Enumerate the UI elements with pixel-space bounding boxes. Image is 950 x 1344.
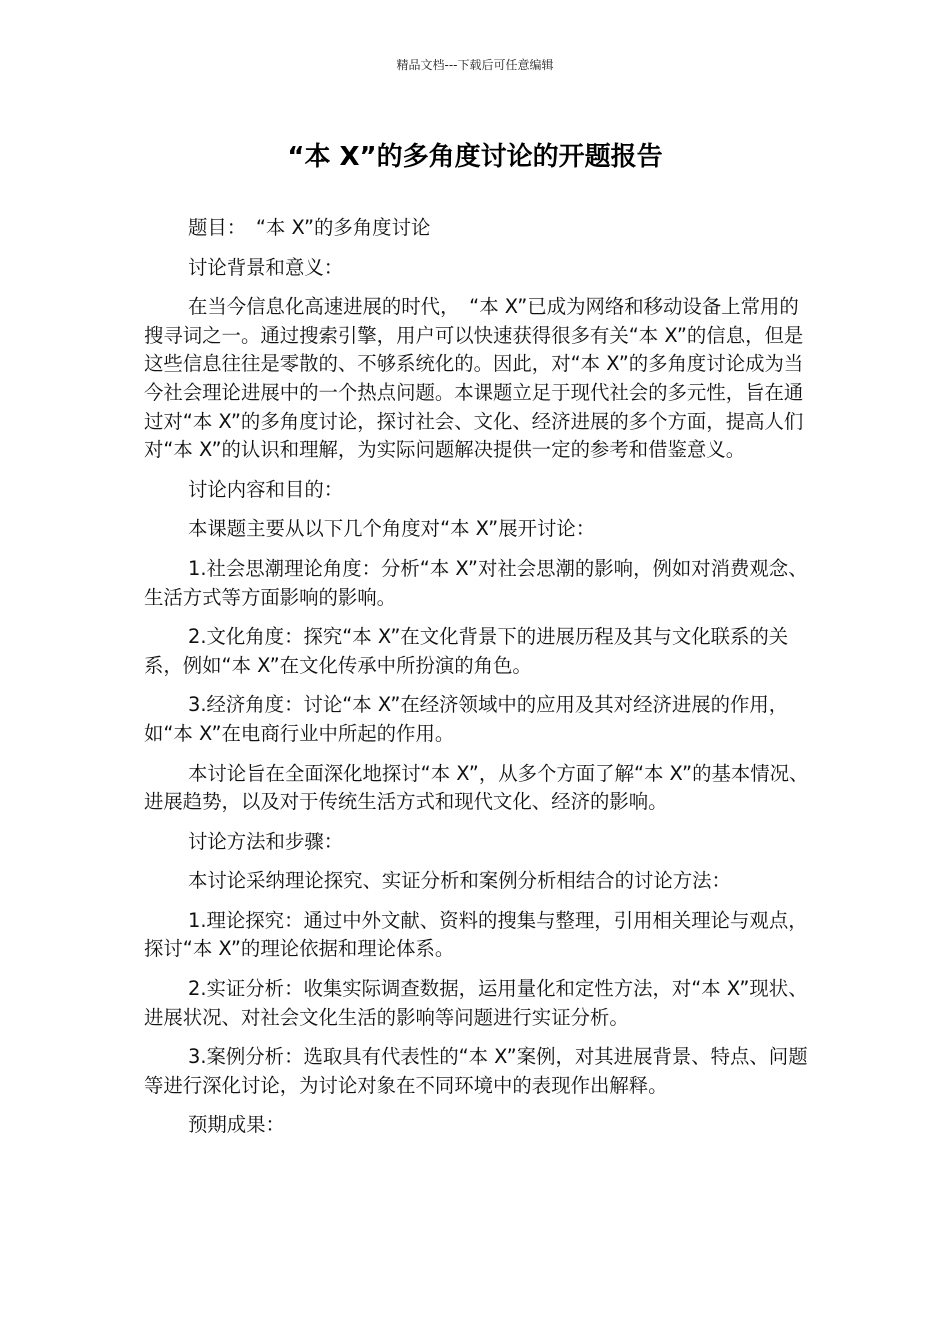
page-header: 精品文档---下载后可任意编辑 [396, 58, 554, 72]
paragraph-content-intro: 本课题主要从以下几个角度对“本 X”展开讨论： [188, 517, 596, 541]
section-heading-outcome: 预期成果： [188, 1113, 285, 1137]
list-item-case: 3.案例分析：选取具有代表性的“本 X”案例，对其进展背景、特点、问题等进行深化讨论，为讨论对象在不同环境中的表现作出解释。 [144, 1045, 808, 1097]
list-item-culture: 2.文化角度：探究“本 X”在文化背景下的进展历程及其与文化联系的关系，例如“本 X”在文化传承中所扮演的角色。 [144, 625, 789, 677]
section-heading-background: 讨论背景和意义： [188, 255, 344, 279]
document-title: “本 X”的多角度讨论的开题报告 [287, 142, 663, 172]
section-heading-method: 讨论方法和步骤： [188, 829, 344, 853]
paragraph-topic: 题目： “本 X”的多角度讨论 [188, 216, 431, 239]
paragraph-purpose: 本讨论旨在全面深化地探讨“本 X”，从多个方面了解“本 X”的基本情况、进展趋势，以及对于传统生活方式和现代文化、经济的影响。 [144, 761, 809, 814]
paragraph-background: 在当今信息化高速进展的时代， “本 X”已成为网络和移动设备上常用的搜寻词之一。通过搜索引擎，用户可以快速获得很多有关“本 X”的信息，但是这些信息往往是零散的、不够系统化的。因此，对“本 X”的多角度讨论成为当今社会理论进展中的一个热点问题。本课题立足于现代社会的多元性，旨在通过对“本 X”的多角度讨论，探讨社会、文化、经济进展的多个方面，提高人们对“本 X”的认识和理解，为实际问题解决提供一定的参考和借鉴意义。 [144, 295, 804, 462]
paragraph-method-intro: 本讨论采纳理论探究、实证分析和案例分析相结合的讨论方法： [188, 869, 731, 893]
document-body [144, 214, 810, 1151]
section-heading-content: 讨论内容和目的： [188, 477, 344, 501]
list-item-social: 1.社会思潮理论角度：分析“本 X”对社会思潮的影响，例如对消费观念、生活方式等方面影响的影响。 [144, 556, 808, 609]
list-item-empirical: 2.实证分析：收集实际调查数据，运用量化和定性方法，对“本 X”现状、进展状况、对社会文化生活的影响等问题进行实证分析。 [144, 977, 808, 1029]
list-item-economy: 3.经济角度：讨论“本 X”在经济领域中的应用及其对经济进展的作用，如“本 X”在电商行业中所起的作用。 [144, 693, 789, 745]
list-item-theory: 1.理论探究：通过中外文献、资料的搜集与整理，引用相关理论与观点，探讨“本 X”的理论依据和理论体系。 [144, 908, 808, 961]
